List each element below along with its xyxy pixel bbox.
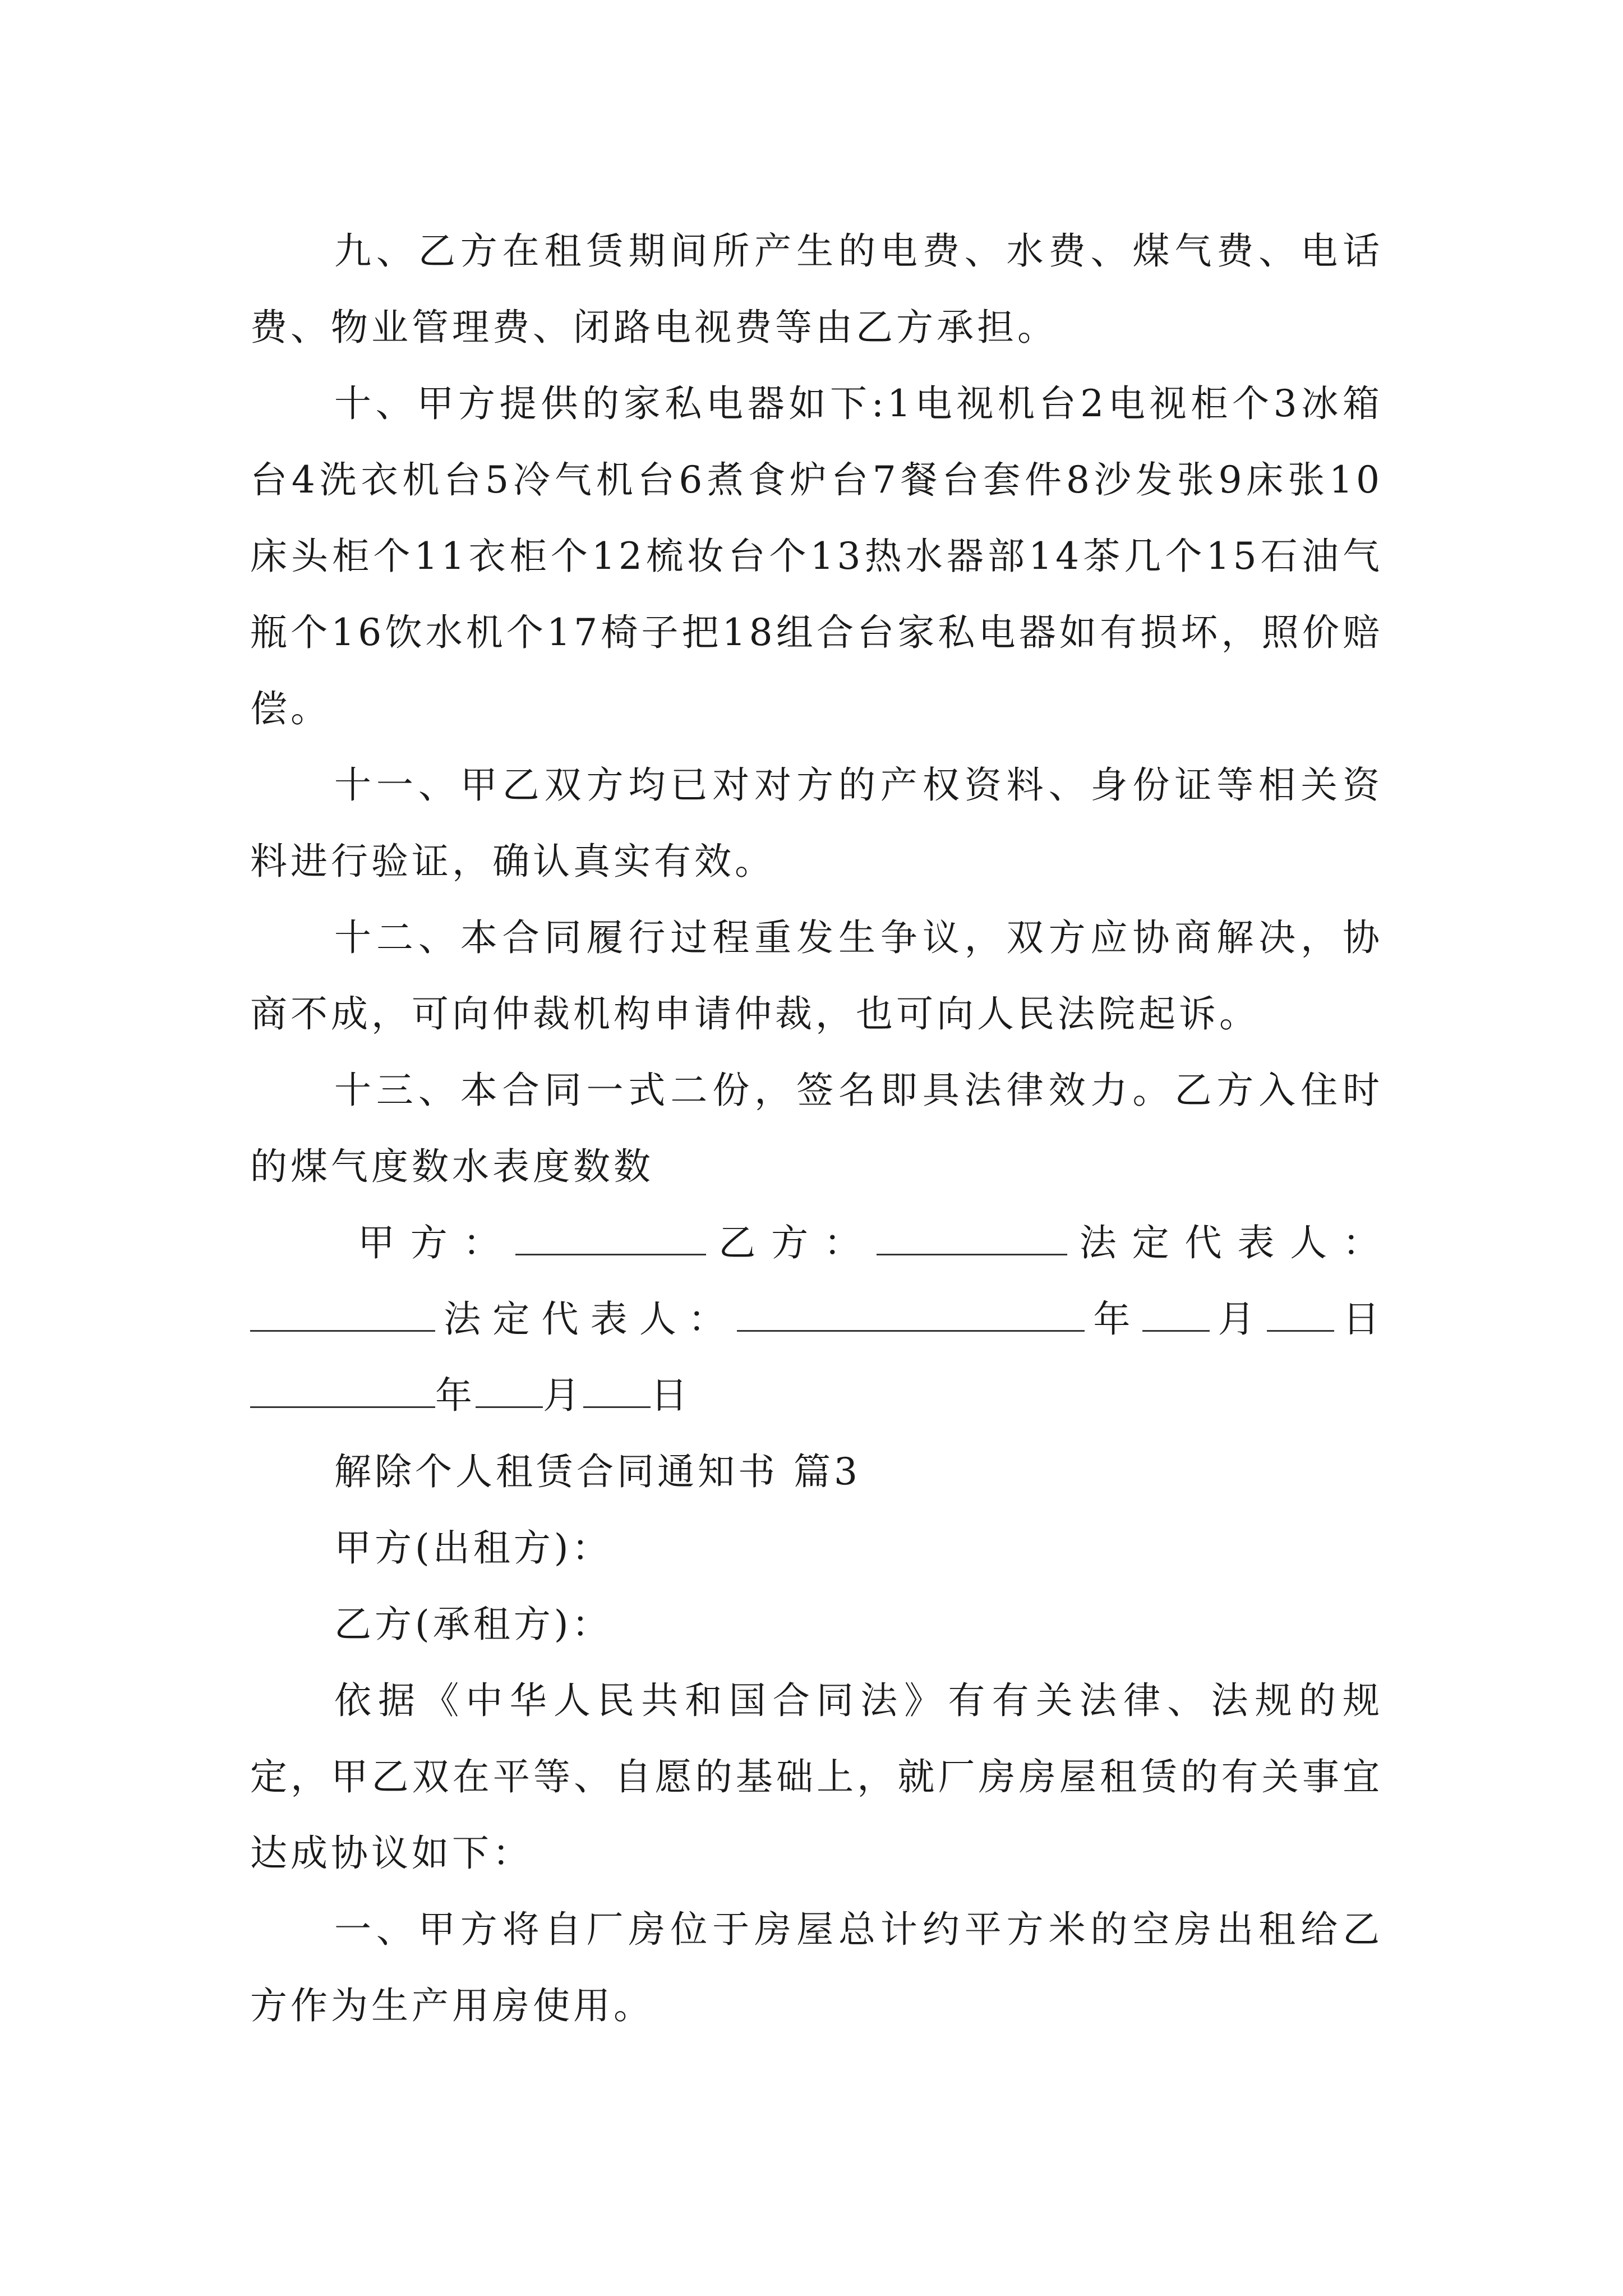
legal-rep-2-blank: [737, 1299, 1085, 1332]
legal-rep-label-2: 法定代表人：: [435, 1297, 737, 1341]
month-2-blank: [476, 1375, 543, 1408]
day-label-2: 日: [651, 1374, 691, 1417]
paragraph-basis: 依据《中华人民共和国合同法》有有关法律、法规的规定，甲乙双在平等、自愿的基础上，就厂房房屋租赁的有关事宜达成协议如下：: [250, 1679, 1383, 1875]
party-b-blank: [877, 1222, 1067, 1255]
paragraph-13: 十三、本合同一式二份，签名即具法律效力。乙方入住时的煤气度数水表度数数: [250, 1069, 1383, 1188]
legal-rep-blank: [250, 1299, 435, 1332]
lessor-line: 甲方(出租方)：: [334, 1526, 612, 1570]
party-b-label: 乙方：: [706, 1221, 877, 1264]
paragraph-11: 十一、甲乙双方均已对对方的产权资料、身份证等相关资料进行验证，确认真实有效。: [250, 763, 1383, 883]
signature-block: [250, 1205, 1383, 1434]
lessee-line: 乙方(承租方)：: [334, 1603, 612, 1646]
paragraph-clause-1: 一、甲方将自厂房位于房屋总计约平方米的空房出租给乙方作为生产用房使用。: [250, 1908, 1383, 2027]
section-title: 解除个人租赁合同通知书 篇3: [334, 1450, 861, 1493]
year-label-2: 年: [435, 1374, 476, 1417]
paragraph-10: 十、甲方提供的家私电器如下:1电视机台2电视柜个3冰箱台4洗衣机台5冷气机台6煮食炉台7餐台套件8沙发张9床张10床头柜个11衣柜个12梳妆台个13热水器部14茶几个15石油气瓶个16饮水机个17椅子把18组合台家私电器如有损坏，照价赔偿。: [250, 382, 1383, 730]
day-label: 日: [1334, 1297, 1384, 1341]
day-2-blank: [583, 1375, 651, 1408]
legal-rep-label: 法定代表人：: [1067, 1221, 1384, 1264]
month-label: 月: [1209, 1297, 1267, 1341]
year-label: 年: [1085, 1297, 1142, 1341]
party-a-blank: [515, 1222, 706, 1255]
paragraph-9: 九、乙方在租赁期间所产生的电费、水费、煤气费、电话费、物业管理费、闭路电视费等由乙方承担。: [250, 229, 1383, 349]
month-label-2: 月: [543, 1374, 583, 1417]
party-a-label: 甲方：: [345, 1221, 516, 1264]
document-body: [250, 213, 1383, 2044]
month-blank: [1142, 1299, 1210, 1332]
day-blank: [1267, 1299, 1334, 1332]
paragraph-12: 十二、本合同履行过程重发生争议，双方应协商解决，协商不成，可向仲裁机构申请仲裁，也可向人民法院起诉。: [250, 916, 1383, 1036]
date-2-blank: [250, 1375, 435, 1408]
